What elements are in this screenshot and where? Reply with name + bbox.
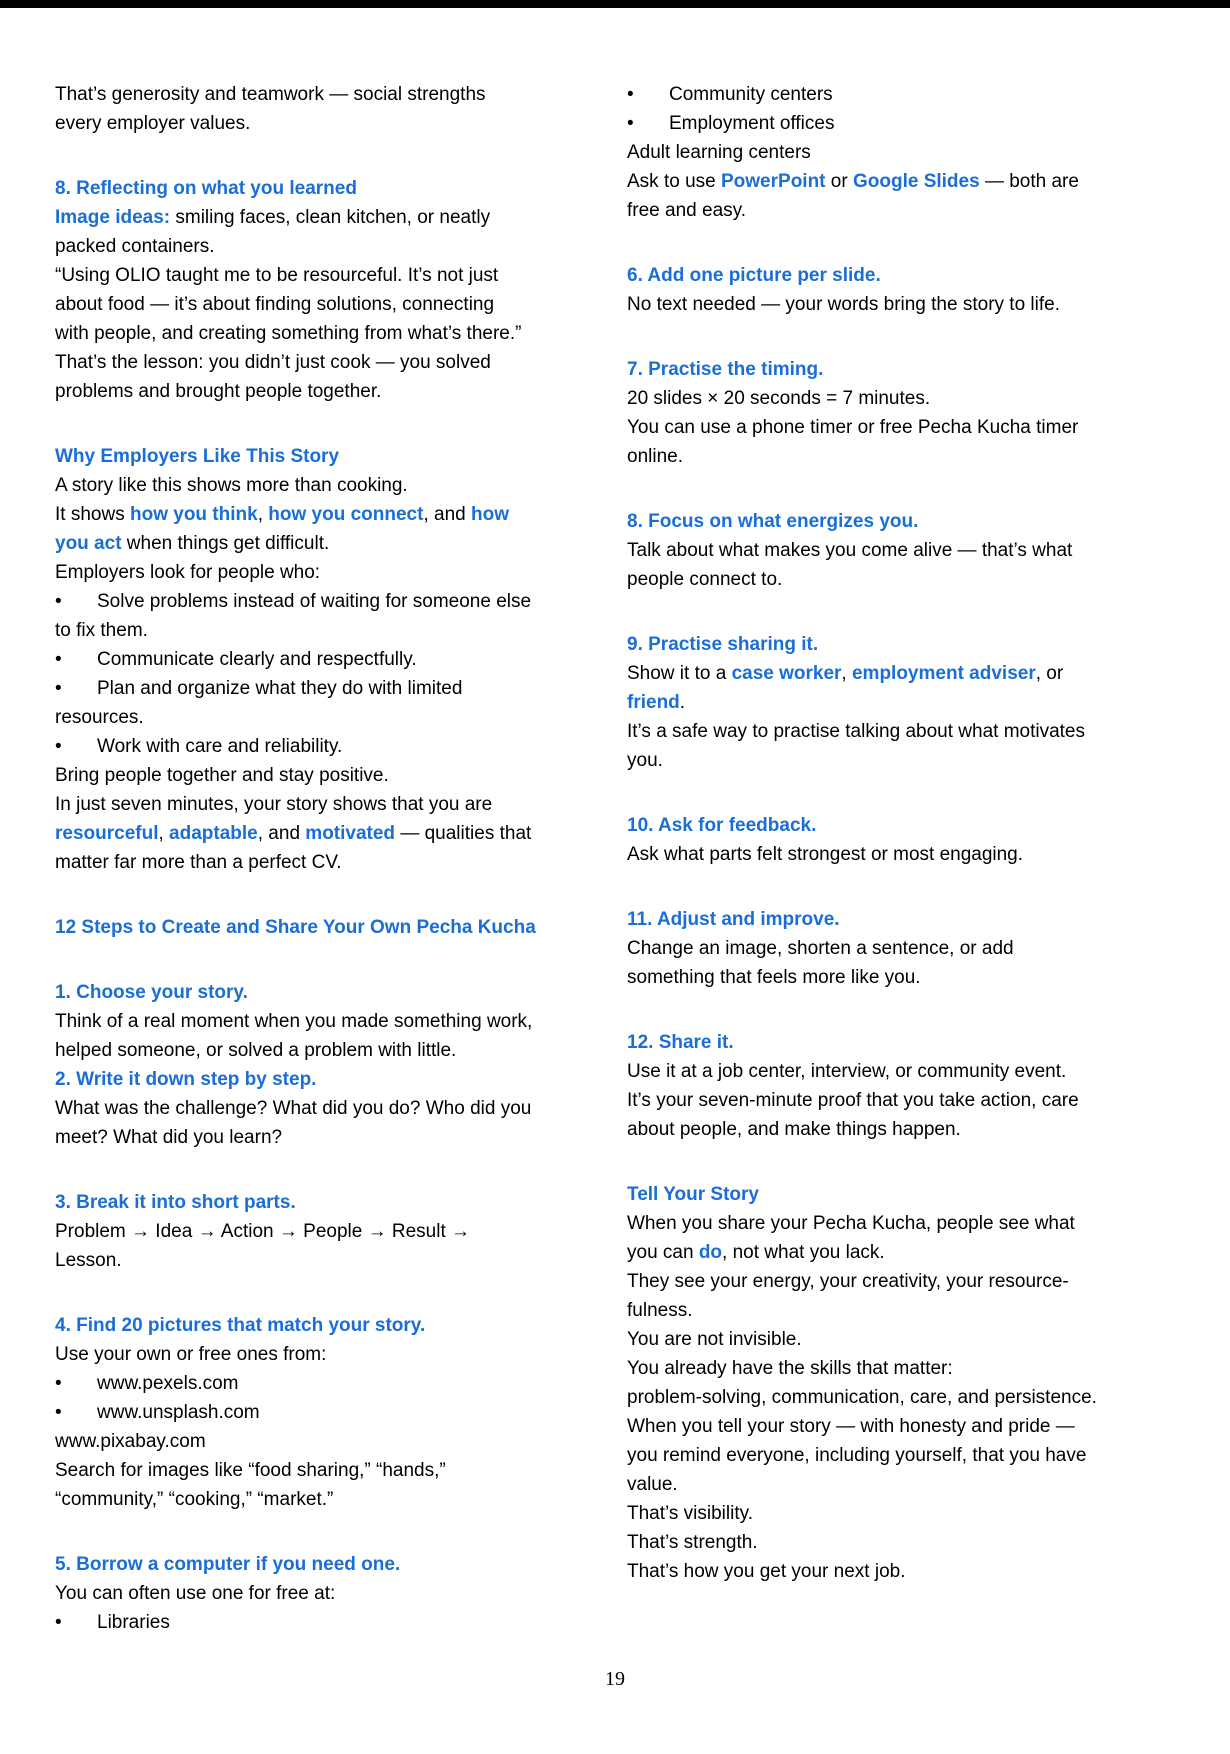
paragraph: Employers look for people who: — [55, 562, 321, 583]
paragraph: That’s generosity and teamwork — social strengths every employer values. — [55, 84, 486, 134]
spacer — [55, 406, 533, 442]
paragraph: When you tell your story — with honesty and pride — you remind everyone, including yourself, that you have value. — [627, 1416, 1087, 1495]
paragraph: In just seven minutes, your story shows that you are resourceful, adaptable, and motivated — qualities that matter far more than a perfect CV. — [55, 794, 532, 873]
paragraph: Change an image, shorten a sentence, or add something that feels more like you. — [627, 938, 1014, 988]
paragraph: When you share your Pecha Kucha, people see what you can do, not what you lack. — [627, 1213, 1075, 1263]
section-heading: Why Employers Like This Story — [55, 446, 340, 467]
spacer — [627, 992, 1105, 1028]
spacer — [55, 138, 533, 174]
paragraph: Use your own or free ones from: — [55, 1344, 327, 1365]
paragraph: “Using OLIO taught me to be resourceful. It’s not just about food — it’s about finding solutions, connecting with people, and creating something from what’s there.” — [55, 265, 522, 344]
spacer — [627, 594, 1105, 630]
paragraph: 20 slides × 20 seconds = 7 minutes. — [627, 388, 931, 409]
section-heading: 8. Focus on what energizes you. — [627, 511, 919, 532]
section-heading: 10. Ask for feedback. — [627, 815, 817, 836]
bullet-item: • Work with care and reliability. — [55, 732, 533, 761]
paragraph: Bring people together and stay positive. — [55, 765, 389, 786]
section-heading: 12 Steps to Create and Share Your Own Pecha Kucha — [55, 917, 536, 938]
spacer — [627, 775, 1105, 811]
section-heading: 11. Adjust and improve. — [627, 909, 840, 930]
bullet-icon: • — [55, 1373, 62, 1394]
paragraph: Show it to a case worker, employment adviser, or friend. — [627, 663, 1064, 713]
section-heading: 3. Break it into short parts. — [55, 1192, 296, 1213]
paragraph: Ask to use PowerPoint or Google Slides — both are free and easy. — [627, 171, 1079, 221]
left-column — [55, 80, 536, 1637]
bullet-icon: • — [55, 649, 62, 670]
paragraph: Think of a real moment when you made something work, helped someone, or solved a problem with little. — [55, 1011, 533, 1061]
paragraph: Talk about what makes you come alive — that’s what people connect to. — [627, 540, 1073, 590]
section-heading: 2. Write it down step by step. — [55, 1069, 317, 1090]
two-column-text — [55, 80, 1105, 1637]
paragraph: That’s visibility. — [627, 1503, 753, 1524]
paragraph: You are not invisible. — [627, 1329, 802, 1350]
section-heading: 6. Add one picture per slide. — [627, 265, 881, 286]
bullet-icon: • — [55, 591, 62, 612]
paragraph: Adult learning centers — [627, 142, 811, 163]
paragraph: No text needed — your words bring the story to life. — [627, 294, 1060, 315]
spacer — [627, 1144, 1105, 1180]
right-column — [627, 80, 1105, 1637]
paragraph: Use it at a job center, interview, or community event. — [627, 1061, 1067, 1082]
spacer — [55, 1514, 533, 1550]
section-heading: Tell Your Story — [627, 1184, 759, 1205]
paragraph: Ask what parts felt strongest or most engaging. — [627, 844, 1024, 865]
bullet-item: • Community centers — [627, 80, 1105, 109]
paragraph: That’s how you get your next job. — [627, 1561, 906, 1582]
paragraph: You can use a phone timer or free Pecha Kucha timer online. — [627, 417, 1079, 467]
paragraph: That’s the lesson: you didn’t just cook — you solved problems and brought people together. — [55, 352, 491, 402]
spacer — [627, 225, 1105, 261]
paragraph: A story like this shows more than cooking. — [55, 475, 408, 496]
paragraph: Search for images like “food sharing,” “hands,” “community,” “cooking,” “market.” — [55, 1460, 446, 1510]
spacer — [627, 869, 1105, 905]
paragraph: www.pixabay.com — [55, 1431, 206, 1452]
section-heading: 1. Choose your story. — [55, 982, 248, 1003]
section-heading: 5. Borrow a computer if you need one. — [55, 1554, 401, 1575]
paragraph: problem-solving, communication, care, and persistence. — [627, 1387, 1097, 1408]
bullet-item: • Solve problems instead of waiting for someone else to fix them. — [55, 587, 533, 645]
spacer — [627, 471, 1105, 507]
section-heading: 9. Practise sharing it. — [627, 634, 819, 655]
bullet-icon: • — [55, 678, 62, 699]
bullet-item: • Plan and organize what they do with limited resources. — [55, 674, 533, 732]
paragraph: You can often use one for free at: — [55, 1583, 336, 1604]
spacer — [55, 877, 533, 913]
paragraph: Problem → Idea → Action → People → Result → Lesson. — [55, 1221, 471, 1271]
paragraph: It shows how you think, how you connect, and how you act when things get difficult. — [55, 504, 509, 554]
bullet-icon: • — [55, 1402, 62, 1423]
bullet-icon: • — [627, 84, 634, 105]
paragraph: They see your energy, your creativity, your resource-fulness. — [627, 1271, 1069, 1321]
paragraph: It’s a safe way to practise talking about what motivates you. — [627, 721, 1085, 771]
paragraph: That’s strength. — [627, 1532, 758, 1553]
spacer — [55, 1275, 533, 1311]
bullet-item: • Employment offices — [627, 109, 1105, 138]
scan-top-border — [0, 0, 1230, 8]
paragraph: Image ideas: smiling faces, clean kitchen, or neatly packed containers. — [55, 207, 491, 257]
paragraph: You already have the skills that matter: — [627, 1358, 953, 1379]
paragraph: What was the challenge? What did you do? Who did you meet? What did you learn? — [55, 1098, 532, 1148]
section-heading: 7. Practise the timing. — [627, 359, 824, 380]
spacer — [627, 319, 1105, 355]
bullet-item: • www.pexels.com — [55, 1369, 533, 1398]
bullet-item: • www.unsplash.com — [55, 1398, 533, 1427]
bullet-item: • Libraries — [55, 1608, 533, 1637]
section-heading: 4. Find 20 pictures that match your story. — [55, 1315, 426, 1336]
spacer — [55, 942, 533, 978]
bullet-icon: • — [55, 736, 62, 757]
bullet-icon: • — [55, 1612, 62, 1633]
bullet-icon: • — [627, 113, 634, 134]
paragraph: It’s your seven-minute proof that you take action, care about people, and make things happen. — [627, 1090, 1079, 1140]
page-number: 19 — [605, 1668, 625, 1690]
spacer — [55, 1152, 533, 1188]
bullet-item: • Communicate clearly and respectfully. — [55, 645, 533, 674]
section-heading: 12. Share it. — [627, 1032, 734, 1053]
section-heading: 8. Reflecting on what you learned — [55, 178, 357, 199]
